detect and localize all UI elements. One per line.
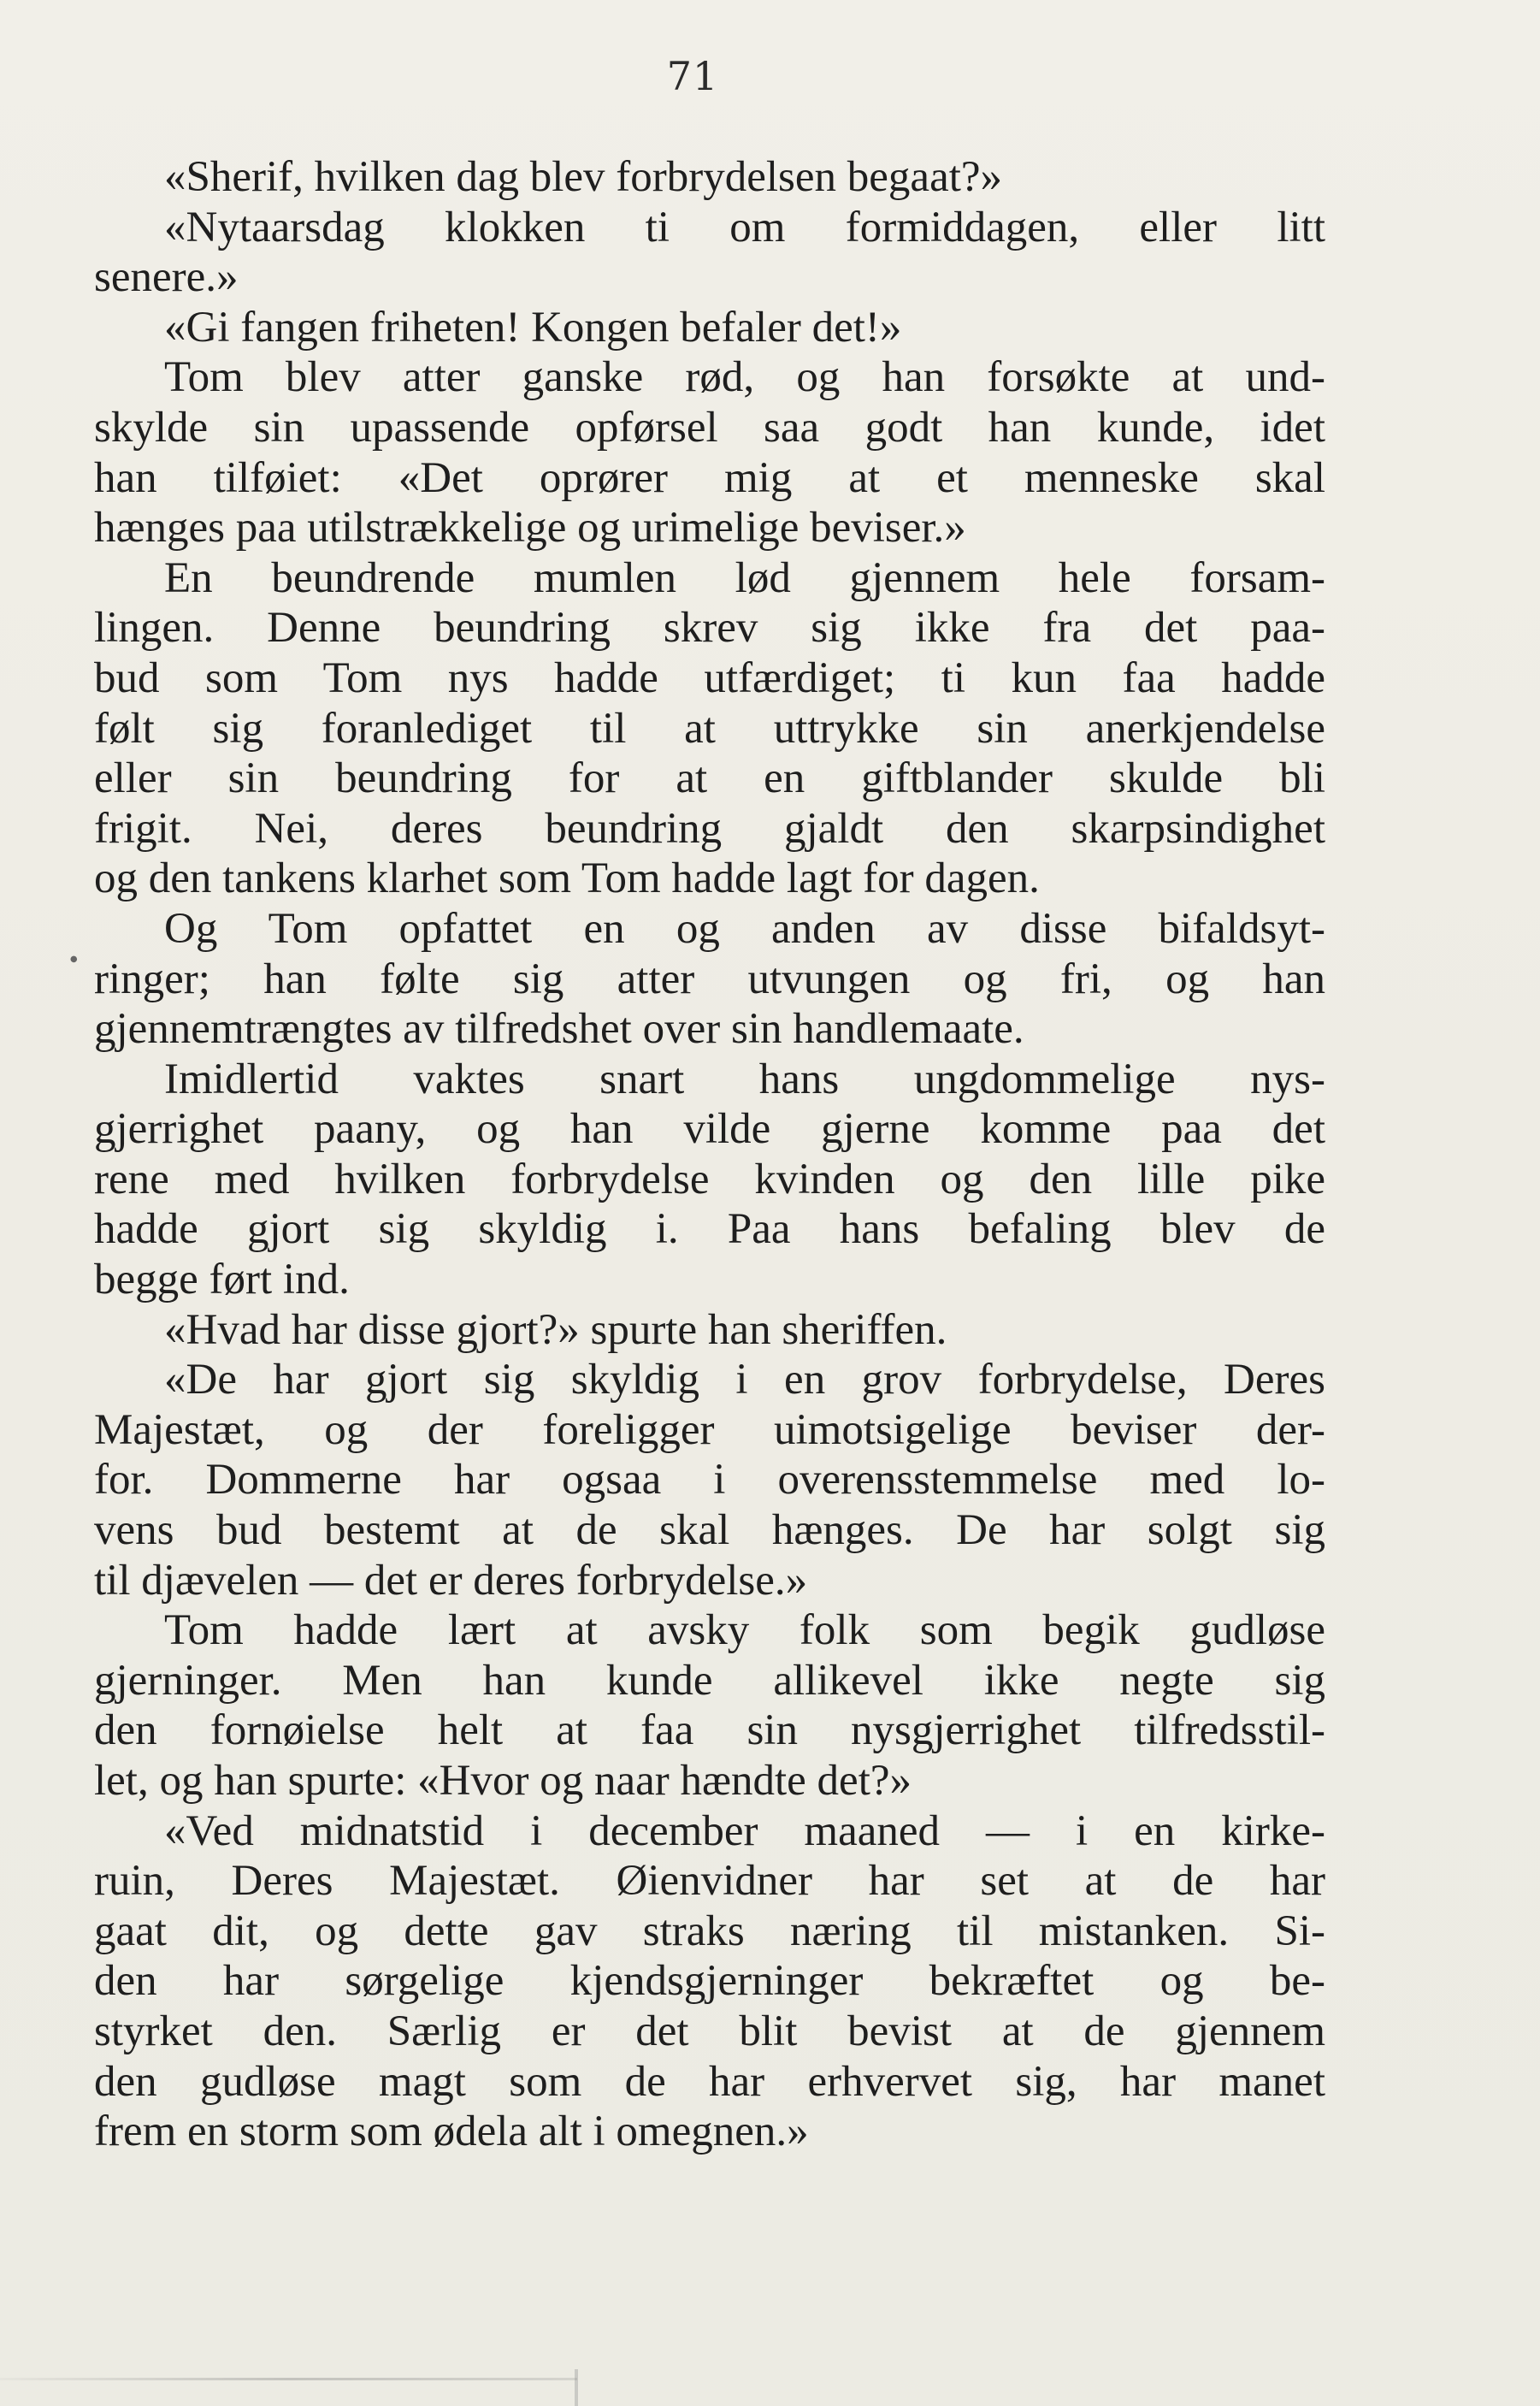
text-line: han tilføiet: «Det oprører mig at et menneske skal [94, 453, 1325, 502]
text-line: Tom blev atter ganske rød, og han forsøkte at und- [164, 353, 1325, 402]
text-line: lingen. Denne beundring skrev sig ikke fra det paa- [94, 604, 1325, 653]
bottom-edge-line [0, 2378, 577, 2380]
text-line: let, og han spurte: «Hvor og naar hændte det?» [94, 1757, 912, 1805]
text-line: begge ført ind. [94, 1256, 350, 1304]
text-line: hadde gjort sig skyldig i. Paa hans befaling blev de [94, 1205, 1325, 1254]
text-line: bud som Tom nys hadde utfærdiget; ti kun faa hadde [94, 653, 1325, 702]
text-line: for. Dommerne har ogsaa i overensstemmelse med lo- [94, 1456, 1325, 1504]
text-line: følt sig foranlediget til at uttrykke sin anerkjendelse [94, 704, 1325, 753]
text-line: den fornøielse helt at faa sin nysgjerrighet tilfredsstil- [94, 1706, 1325, 1755]
text-line: den gudløse magt som de har erhvervet sig, har manet [94, 2057, 1325, 2106]
text-line: Majestæt, og der foreligger uimotsigelige beviser der- [94, 1405, 1325, 1454]
text-line: til djævelen — det er deres forbrydelse.» [94, 1556, 808, 1605]
text-line: «Nytaarsdag klokken ti om formiddagen, eller litt [164, 203, 1325, 251]
text-line: «Hvad har disse gjort?» spurte han sheriffen. [164, 1305, 947, 1354]
text-line: hænges paa utilstrækkelige og urimelige beviser.» [94, 504, 966, 553]
text-line: rene med hvilken forbrydelse kvinden og den lille pike [94, 1155, 1325, 1203]
body-text [94, 152, 1325, 2157]
text-line: Imidlertid vaktes snart hans ungdommelige nys- [164, 1055, 1325, 1103]
text-line: den har sørgelige kjendsgjerninger bekræftet og be- [94, 1957, 1325, 2006]
page-number: 71 [666, 53, 719, 99]
text-line: Tom hadde lært at avsky folk som begik gudløse [164, 1606, 1325, 1655]
text-line: «De har gjort sig skyldig i en grov forbrydelse, Deres [164, 1356, 1325, 1404]
bottom-edge-mark [575, 2369, 578, 2406]
text-line: skylde sin upassende opførsel saa godt han kunde, idet [94, 403, 1325, 452]
text-line: «Sherif, hvilken dag blev forbrydelsen begaat?» [164, 153, 1003, 201]
text-line: frigit. Nei, deres beundring gjaldt den skarpsindighet [94, 804, 1325, 853]
text-line: eller sin beundring for at en giftblander skulde bli [94, 754, 1325, 803]
text-line: gjennemtrængtes av tilfredshet over sin handlemaate. [94, 1005, 1024, 1054]
text-line: og den tankens klarhet som Tom hadde lagt for dagen. [94, 854, 1040, 903]
text-line: gjerninger. Men han kunde allikevel ikke negte sig [94, 1656, 1325, 1705]
text-line: «Ved midnatstid i december maaned — i en kirke- [164, 1806, 1325, 1855]
text-line: frem en storm som ødela alt i omegnen.» [94, 2107, 809, 2156]
text-line: «Gi fangen friheten! Kongen befaler det!» [164, 303, 902, 352]
text-line: ruin, Deres Majestæt. Øienvidner har set at de har [94, 1857, 1325, 1906]
text-line: Og Tom opfattet en og anden av disse bifaldsyt- [164, 904, 1325, 953]
text-line: gaat dit, og dette gav straks næring til mistanken. Si- [94, 1906, 1325, 1955]
text-line: styrket den. Særlig er det blit bevist at de gjennem [94, 2007, 1325, 2055]
text-line: vens bud bestemt at de skal hænges. De har solgt sig [94, 1506, 1325, 1555]
margin-mark: • [62, 946, 85, 975]
text-line: senere.» [94, 253, 239, 302]
text-line: gjerrighet paany, og han vilde gjerne komme paa det [94, 1105, 1325, 1154]
text-line: En beundrende mumlen lød gjennem hele forsam- [164, 553, 1325, 602]
text-line: ringer; han følte sig atter utvungen og fri, og han [94, 955, 1325, 1003]
